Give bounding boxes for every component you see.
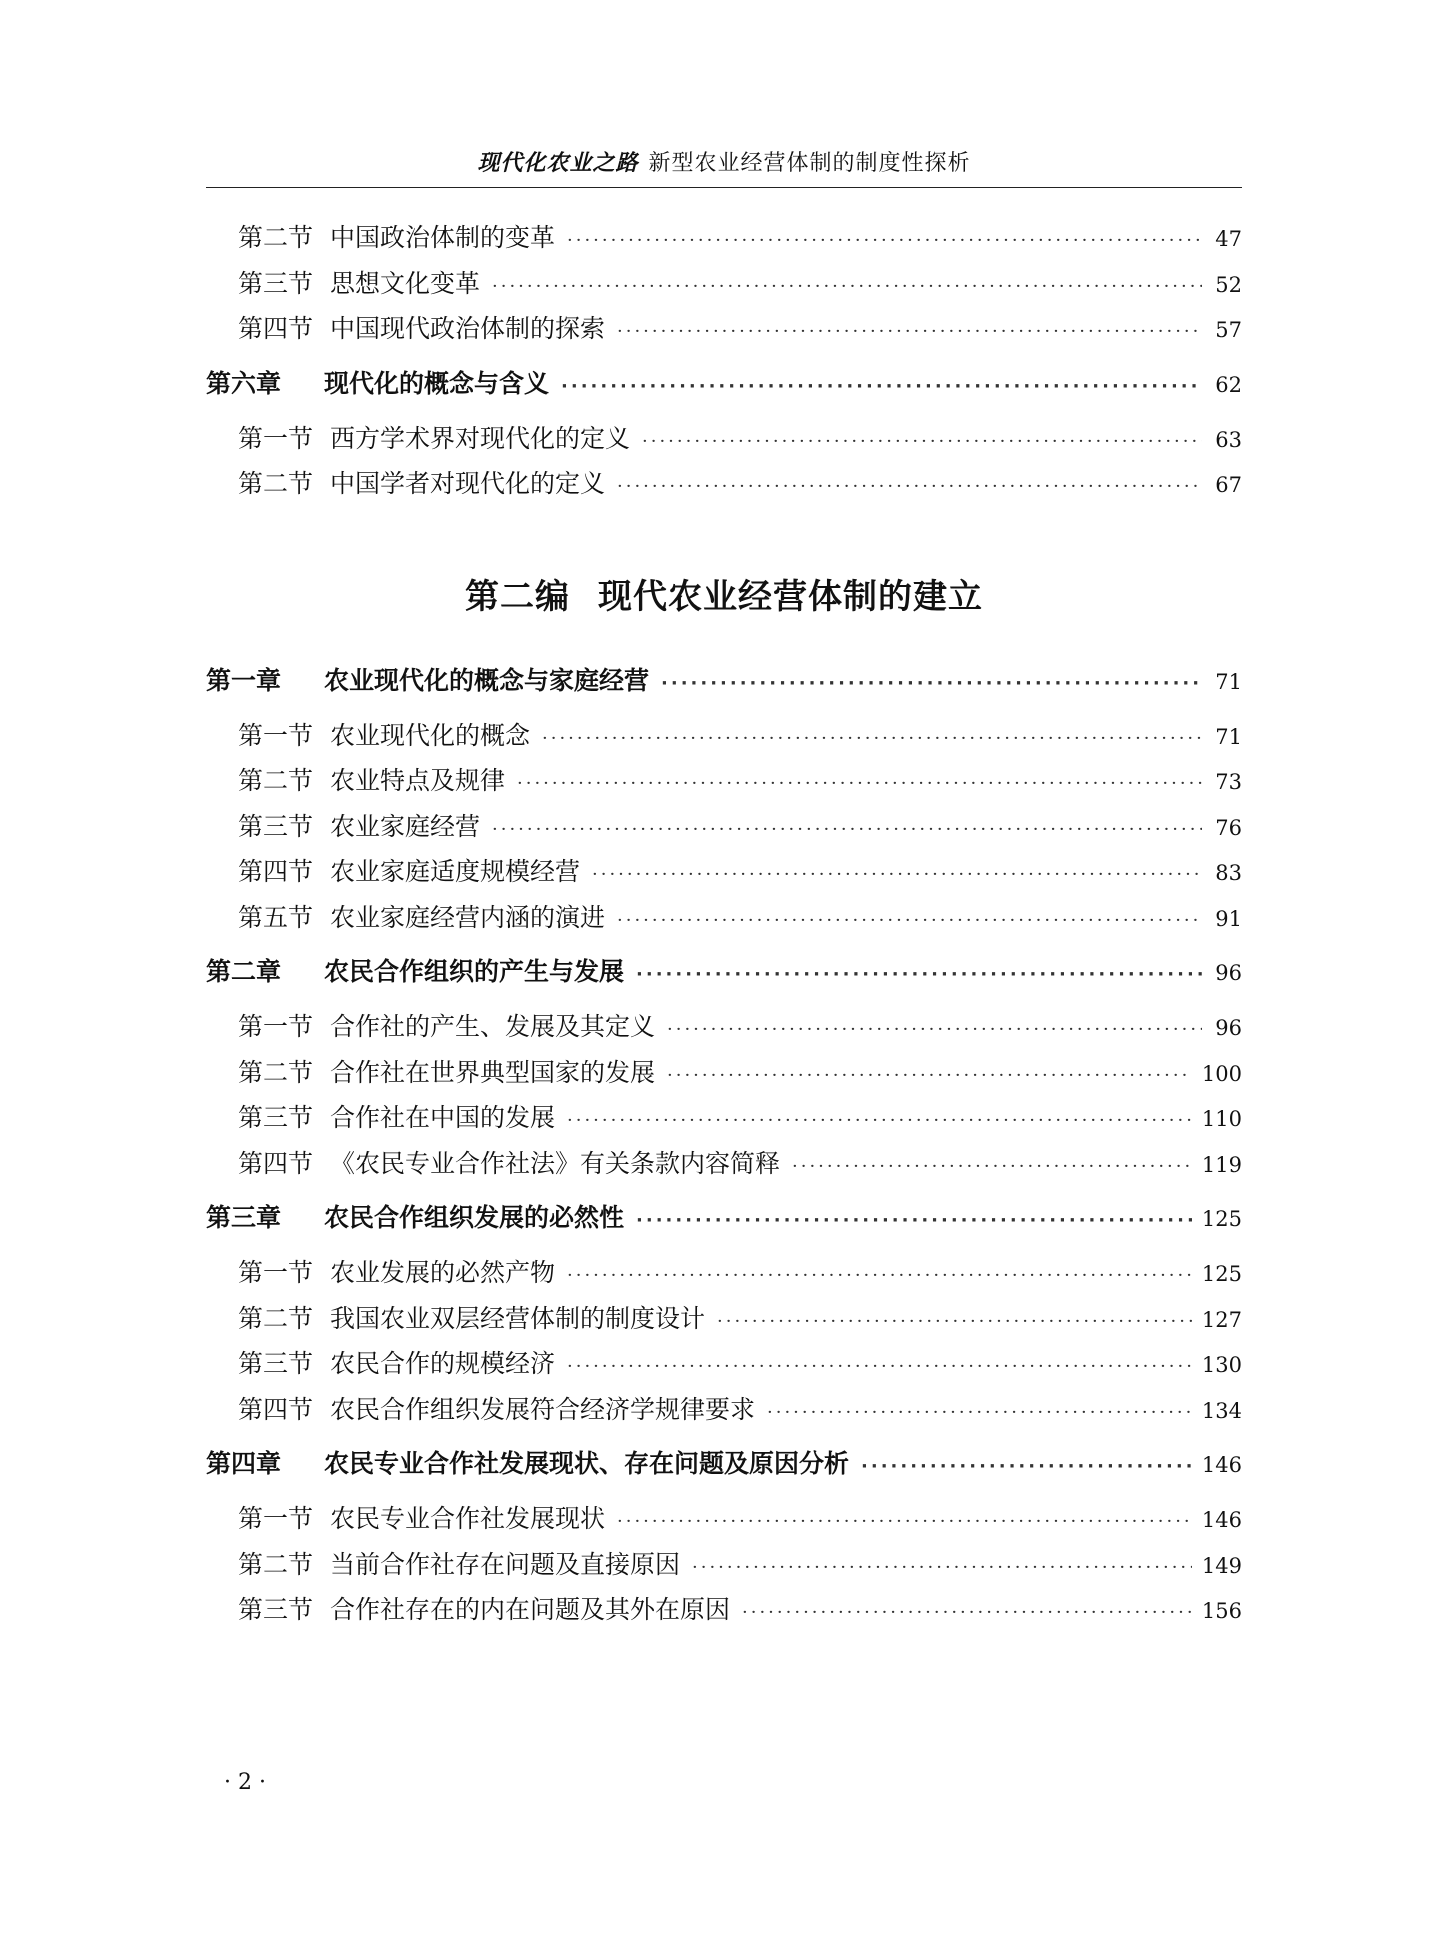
leader-dots: [636, 1198, 1192, 1244]
page-ref: 156: [1201, 1599, 1242, 1623]
page-ref: 47: [1215, 227, 1242, 251]
toc-chapter[interactable]: [206, 1441, 1242, 1487]
toc-chapter[interactable]: [206, 361, 1242, 407]
leader-dots: [792, 1144, 1192, 1190]
page-ref: 62: [1215, 372, 1242, 397]
leader-dots: [567, 218, 1202, 264]
chapter-number: 第四章: [206, 1449, 282, 1478]
section-title: 农民专业合作社发展现状: [330, 1504, 606, 1533]
leader-dots: [567, 1344, 1192, 1390]
toc-section[interactable]: [206, 1496, 1242, 1542]
leader-dots: [592, 852, 1202, 898]
part-name: 现代农业经营体制的建立: [598, 576, 983, 617]
header-rule: [206, 187, 1242, 188]
section-title: 农业家庭适度规模经营: [330, 857, 581, 886]
section-title: 农业家庭经营: [330, 811, 481, 841]
toc-section[interactable]: [206, 1250, 1242, 1296]
leader-dots: [492, 264, 1202, 310]
page-ref: 57: [1215, 318, 1242, 342]
part-number: 第二编: [465, 576, 570, 617]
page-ref: 76: [1215, 815, 1242, 840]
page-ref: 52: [1215, 272, 1242, 297]
page-ref: 63: [1215, 427, 1242, 452]
chapter-title: 农民合作组织发展的必然性: [324, 1203, 625, 1232]
toc-section[interactable]: [206, 1004, 1242, 1050]
toc-section[interactable]: [206, 306, 1242, 352]
page-ref: 125: [1201, 1207, 1242, 1231]
toc-section[interactable]: [206, 758, 1242, 804]
page-ref: 127: [1201, 1307, 1242, 1332]
leader-dots: [661, 661, 1202, 707]
section-number: 第一节: [238, 720, 314, 750]
leader-dots: [517, 761, 1202, 807]
leader-dots: [742, 1590, 1192, 1636]
page-ref: 134: [1201, 1398, 1242, 1423]
section-number: 第三节: [238, 1103, 314, 1132]
toc-chapter[interactable]: [206, 949, 1242, 995]
section-number: 第二节: [238, 223, 314, 252]
chapter-number: 第二章: [206, 957, 282, 986]
toc-section[interactable]: [206, 1095, 1242, 1141]
section-title: 合作社的产生、发展及其定义: [330, 1012, 656, 1041]
section-title: 合作社在世界典型国家的发展: [330, 1057, 656, 1087]
page-ref: 91: [1215, 906, 1242, 931]
toc-section[interactable]: [206, 1050, 1242, 1096]
leader-dots: [617, 898, 1202, 944]
table-of-contents: [206, 215, 1242, 1633]
section-number: 第五节: [238, 902, 314, 932]
part-title: [206, 569, 1242, 618]
running-header: [206, 146, 1242, 177]
chapter-number: 第三章: [206, 1203, 282, 1232]
leader-dots: [617, 1499, 1192, 1545]
toc-section[interactable]: [206, 1542, 1242, 1588]
toc-section[interactable]: [206, 261, 1242, 307]
section-number: 第三节: [238, 811, 314, 841]
section-title: 合作社存在的内在问题及其外在原因: [330, 1595, 731, 1624]
section-number: 第三节: [238, 268, 314, 298]
section-number: 第四节: [238, 1394, 314, 1424]
toc-section[interactable]: [206, 416, 1242, 462]
section-number: 第二节: [238, 1303, 314, 1333]
page-ref: 73: [1215, 770, 1242, 794]
section-title: 农民合作的规模经济: [330, 1349, 556, 1378]
section-number: 第四节: [238, 857, 314, 886]
page-ref: 119: [1201, 1152, 1242, 1177]
section-number: 第四节: [238, 1148, 314, 1178]
page-ref: 71: [1215, 669, 1242, 694]
leader-dots: [561, 364, 1202, 410]
section-number: 第三节: [238, 1349, 314, 1378]
toc-section[interactable]: [206, 1296, 1242, 1342]
section-title: 合作社在中国的发展: [330, 1103, 556, 1132]
toc-section[interactable]: [206, 804, 1242, 850]
section-title: 《农民专业合作社法》有关条款内容简释: [330, 1148, 781, 1178]
section-number: 第二节: [238, 1549, 314, 1579]
section-number: 第四节: [238, 314, 314, 343]
leader-dots: [642, 419, 1202, 465]
toc-section[interactable]: [206, 849, 1242, 895]
section-number: 第一节: [238, 423, 314, 453]
section-number: 第二节: [238, 1057, 314, 1087]
page-ref: 146: [1201, 1453, 1242, 1477]
leader-dots: [667, 1053, 1192, 1099]
leader-dots: [567, 1098, 1192, 1144]
page-ref: 71: [1215, 724, 1242, 749]
section-title: 中国现代政治体制的探索: [330, 314, 606, 343]
section-number: 第一节: [238, 1504, 314, 1533]
section-title: 农业现代化的概念: [330, 720, 531, 750]
section-number: 第三节: [238, 1595, 314, 1624]
chapter-number: 第六章: [206, 368, 282, 398]
section-title: 思想文化变革: [330, 268, 481, 298]
chapter-title: 农民合作组织的产生与发展: [324, 957, 625, 986]
page-ref: 83: [1215, 861, 1242, 885]
section-number: 第一节: [238, 1012, 314, 1041]
chapter-title: 农民专业合作社发展现状、存在问题及原因分析: [324, 1449, 850, 1478]
document-page: [206, 0, 1242, 1959]
page-ref: 149: [1201, 1553, 1242, 1578]
leader-dots: [717, 1299, 1192, 1345]
leader-dots: [617, 464, 1202, 510]
section-title: 农业家庭经营内涵的演进: [330, 902, 606, 932]
leader-dots: [692, 1545, 1192, 1591]
section-title: 农业发展的必然产物: [330, 1258, 556, 1287]
book-title: 新型农业经营体制的制度性探析: [648, 151, 971, 176]
page-ref: 67: [1215, 473, 1242, 497]
leader-dots: [617, 309, 1202, 355]
series-title: 现代化农业之路: [477, 151, 639, 176]
toc-section[interactable]: [206, 1587, 1242, 1633]
section-title: 我国农业双层经营体制的制度设计: [330, 1303, 706, 1333]
section-number: 第二节: [238, 766, 314, 795]
chapter-number: 第一章: [206, 665, 282, 695]
section-title: 农民合作组织发展符合经济学规律要求: [330, 1394, 756, 1424]
toc-section[interactable]: [206, 461, 1242, 507]
leader-dots: [636, 952, 1202, 998]
leader-dots: [492, 807, 1202, 853]
section-number: 第二节: [238, 469, 314, 498]
toc-section[interactable]: [206, 713, 1242, 759]
page-ref: 110: [1201, 1107, 1242, 1131]
page-ref: 130: [1201, 1353, 1242, 1377]
section-title: 中国政治体制的变革: [330, 223, 556, 252]
leader-dots: [567, 1253, 1192, 1299]
page-ref: 146: [1201, 1508, 1242, 1532]
toc-chapter[interactable]: [206, 658, 1242, 704]
page-ref: 100: [1201, 1061, 1242, 1086]
page-ref: 96: [1215, 1016, 1242, 1040]
chapter-title: 现代化的概念与含义: [324, 368, 550, 398]
page-number: · 2 ·: [224, 1770, 266, 1795]
leader-dots: [667, 1007, 1202, 1053]
leader-dots: [767, 1390, 1192, 1436]
toc-section[interactable]: [206, 215, 1242, 261]
section-title: 西方学术界对现代化的定义: [330, 423, 631, 453]
page-ref: 125: [1201, 1262, 1242, 1286]
leader-dots: [542, 716, 1202, 762]
section-number: 第一节: [238, 1258, 314, 1287]
section-title: 农业特点及规律: [330, 766, 506, 795]
toc-section[interactable]: [206, 1387, 1242, 1433]
page-ref: 96: [1215, 961, 1242, 985]
toc-section[interactable]: [206, 1341, 1242, 1387]
toc-section[interactable]: [206, 1141, 1242, 1187]
section-title: 当前合作社存在问题及直接原因: [330, 1549, 681, 1579]
chapter-title: 农业现代化的概念与家庭经营: [324, 665, 650, 695]
toc-chapter[interactable]: [206, 1195, 1242, 1241]
leader-dots: [861, 1444, 1192, 1490]
toc-section[interactable]: [206, 895, 1242, 941]
section-title: 中国学者对现代化的定义: [330, 469, 606, 498]
